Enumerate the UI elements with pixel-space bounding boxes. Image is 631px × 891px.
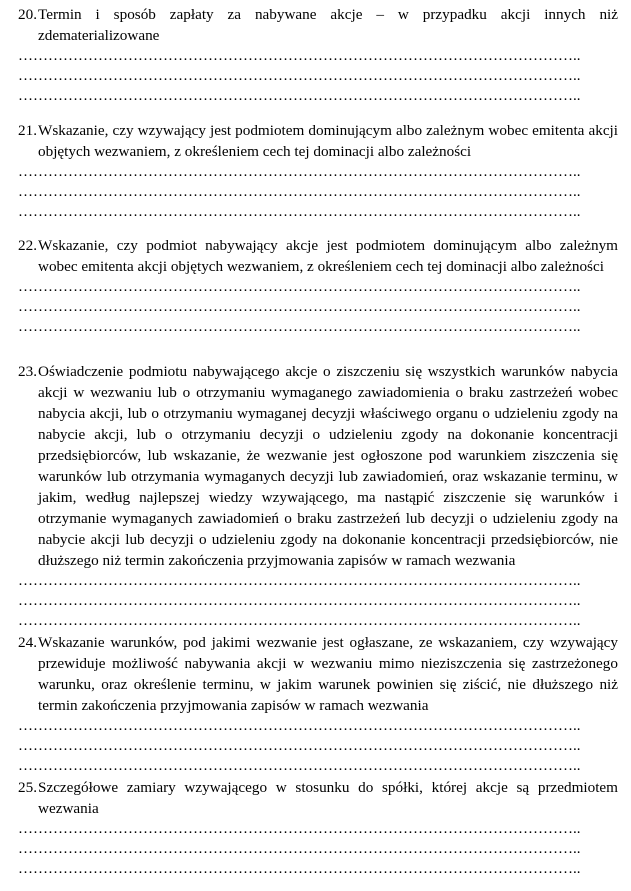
fill-line[interactable]: ………………………………………………………………………………………………….. (18, 821, 581, 837)
item-number: 22. (18, 237, 37, 254)
fill-line[interactable]: ………………………………………………………………………………………………….. (18, 758, 581, 774)
fill-line[interactable]: ………………………………………………………………………………………………….. (18, 184, 581, 200)
fill-line[interactable]: ………………………………………………………………………………………………….. (18, 861, 581, 877)
fill-line[interactable]: ………………………………………………………………………………………………….. (18, 48, 581, 64)
item-20 (18, 4, 618, 46)
fill-line[interactable]: ………………………………………………………………………………………………….. (18, 279, 581, 295)
fill-line[interactable]: ………………………………………………………………………………………………….. (18, 164, 581, 180)
item-22 (18, 235, 618, 277)
fill-line[interactable]: ………………………………………………………………………………………………….. (18, 573, 581, 589)
item-number: 20. (18, 6, 37, 23)
fill-line[interactable]: ………………………………………………………………………………………………….. (18, 319, 581, 335)
item-text: Szczegółowe zamiary wzywającego w stosunku do spółki, której akcje są przedmiotem wezwania (38, 779, 618, 817)
fill-line[interactable]: ………………………………………………………………………………………………….. (18, 204, 581, 220)
section-item-23 (18, 361, 618, 631)
item-25 (18, 777, 618, 819)
item-text: Termin i sposób zapłaty za nabywane akcje – w przypadku akcji innych niż zdematerializowane (38, 6, 618, 44)
item-text: Wskazanie, czy wzywający jest podmiotem dominującym albo zależnym wobec emitenta akcji objętych wezwaniem, z określeniem cech tej dominacji albo zależności (38, 122, 618, 160)
fill-line[interactable]: ………………………………………………………………………………………………….. (18, 613, 581, 629)
section-item-24 (18, 632, 618, 776)
item-text: Oświadczenie podmiotu nabywającego akcje o ziszczeniu się wszystkich warunków nabycia akcji w wezwaniu lub o otrzymaniu wymaganego zawiadomienia o braku zastrzeżeń wobec nabycia akcji, lub o otrzymaniu wymaganej decyzji właściwego organu o udzieleniu zgody na nabycie akcji, lub o otrzymaniu decyzji o udzieleniu zgody na dokonanie koncentracji przedsiębiorców, lub wskazanie, że wezwanie jest ogłoszone pod warunkiem ziszczenia się warunków lub otrzymania wymaganych decyzji lub zawiadomień, oraz wskazanie terminu, w jakim, według najlepszej wiedzy wzywającego, ma nastąpić ziszczenie się warunków i otrzymanie wymaganych zawiadomień o braku zastrzeżeń lub decyzji o udzieleniu zgody na nabycie akcji lub decyzji o udzieleniu zgody na dokonanie koncentracji przedsiębiorców, nie dłuższego niż termin zakończenia przyjmowania zapisów w ramach wezwania (38, 363, 618, 569)
item-number: 23. (18, 363, 37, 380)
item-text: Wskazanie, czy podmiot nabywający akcje jest podmiotem dominującym albo zależnym wobec emitenta akcji objętych wezwaniem, z określeniem cech tej dominacji albo zależności (38, 237, 618, 275)
fill-line[interactable]: ………………………………………………………………………………………………….. (18, 593, 581, 609)
item-number: 24. (18, 634, 37, 651)
section-item-20 (18, 4, 618, 106)
item-24 (18, 632, 618, 716)
item-23 (18, 361, 618, 571)
fill-line[interactable]: ………………………………………………………………………………………………….. (18, 68, 581, 84)
section-item-22 (18, 235, 618, 337)
fill-line[interactable]: ………………………………………………………………………………………………….. (18, 738, 581, 754)
item-number: 25. (18, 779, 37, 796)
fill-line[interactable]: ………………………………………………………………………………………………….. (18, 299, 581, 315)
item-21 (18, 120, 618, 162)
section-item-25 (18, 777, 618, 879)
item-number: 21. (18, 122, 37, 139)
fill-line[interactable]: ………………………………………………………………………………………………….. (18, 88, 581, 104)
fill-line[interactable]: ………………………………………………………………………………………………….. (18, 841, 581, 857)
item-text: Wskazanie warunków, pod jakimi wezwanie jest ogłaszane, ze wskazaniem, czy wzywający przewiduje możliwość nabywania akcji w wezwaniu mimo nieziszczenia się zastrzeżonego warunku, oraz określenie terminu, w jakim warunek powinien się ziścić, nie dłuższego niż termin zakończenia przyjmowania zapisów w ramach wezwania (38, 634, 618, 714)
fill-line[interactable]: ………………………………………………………………………………………………….. (18, 718, 581, 734)
section-item-21 (18, 120, 618, 222)
